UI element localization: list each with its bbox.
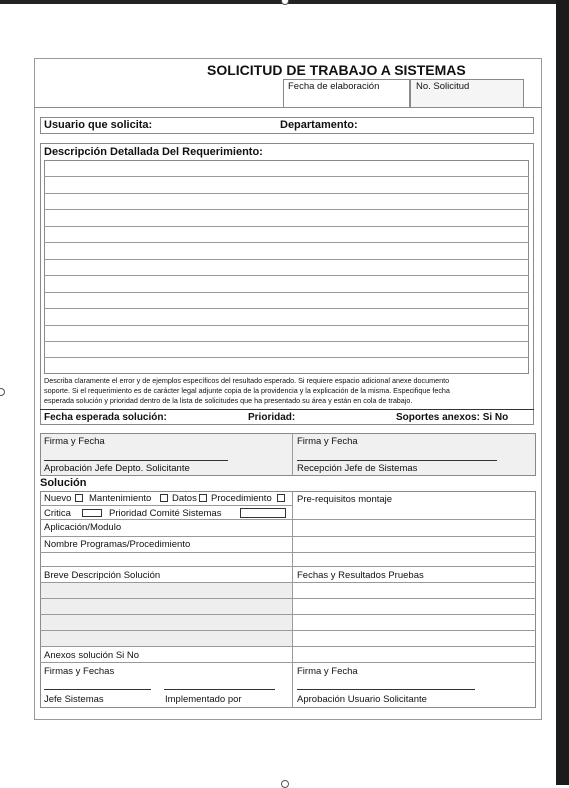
critica-label: Critica xyxy=(44,508,71,519)
nombre-programas-label: Nombre Programas/Procedimiento xyxy=(44,539,191,550)
prerequisitos-label: Pre-requisitos montaje xyxy=(297,494,393,505)
firma-fecha-left-label: Firma y Fecha xyxy=(44,436,105,447)
firma-fecha-right-label: Firma y Fecha xyxy=(297,436,358,447)
procedimiento-label: Procedimiento xyxy=(211,493,272,504)
form-title: SOLICITUD DE TRABAJO A SISTEMAS xyxy=(207,62,466,78)
resize-handle-left[interactable] xyxy=(0,388,5,396)
jefe-sistemas-label: Jefe Sistemas xyxy=(44,694,104,705)
resize-handle-bottom[interactable] xyxy=(281,780,289,788)
prioridad-label: Prioridad: xyxy=(248,412,296,423)
nuevo-label: Nuevo xyxy=(44,493,72,504)
no-solicitud-label: No. Solicitud xyxy=(416,81,470,92)
fecha-elaboracion-label: Fecha de elaboración xyxy=(288,81,380,92)
soportes-anexos-label: Soportes anexos: Si No xyxy=(396,412,509,423)
breve-descripcion-label: Breve Descripción Solución xyxy=(44,570,161,581)
datos-label: Datos xyxy=(172,493,197,504)
mantenimiento-label: Mantenimiento xyxy=(89,493,152,504)
instructions-line-3: esperada solución y prioridad dentro de la lista de solicitudes que ha presentado su área y están en cola de trabajo. xyxy=(44,396,413,405)
aplicacion-label: Aplicación/Modulo xyxy=(44,522,122,533)
form-outer-border xyxy=(34,58,542,720)
recepcion-jefe-label: Recepción Jefe de Sistemas xyxy=(297,463,418,474)
instructions-line-1: Describa claramente el error y de ejemplos específicos del resultado esperado. Si requiere espacio adicional anexe documento xyxy=(44,376,450,385)
fecha-esperada-label: Fecha esperada solución: xyxy=(44,412,167,423)
aprobacion-usuario-label: Aprobación Usuario Solicitante xyxy=(297,694,427,705)
departamento-label: Departamento: xyxy=(280,119,358,131)
prioridad-comite-label: Prioridad Comité Sistemas xyxy=(109,508,222,519)
solucion-title: Solución xyxy=(40,477,87,489)
resize-handle-top[interactable] xyxy=(281,0,289,5)
aprobacion-jefe-label: Aprobación Jefe Depto. Solicitante xyxy=(44,463,190,474)
fechas-resultados-label: Fechas y Resultados Pruebas xyxy=(297,570,424,581)
descripcion-title: Descripción Detallada Del Requerimiento: xyxy=(44,146,263,158)
anexos-solucion-label: Anexos solución Si No xyxy=(44,650,140,661)
implementado-por-label: Implementado por xyxy=(165,694,242,705)
usuario-label: Usuario que solicita: xyxy=(44,119,153,131)
window-right-edge xyxy=(556,0,569,785)
firmas-fechas-label: Firmas y Fechas xyxy=(44,666,115,677)
instructions-line-2: soporte. Si el requerimiento es de carácter legal adjunte copia de la providencia y la explicación de la misma. Especifique fecha xyxy=(44,386,450,395)
firma-fecha-label: Firma y Fecha xyxy=(297,666,358,677)
